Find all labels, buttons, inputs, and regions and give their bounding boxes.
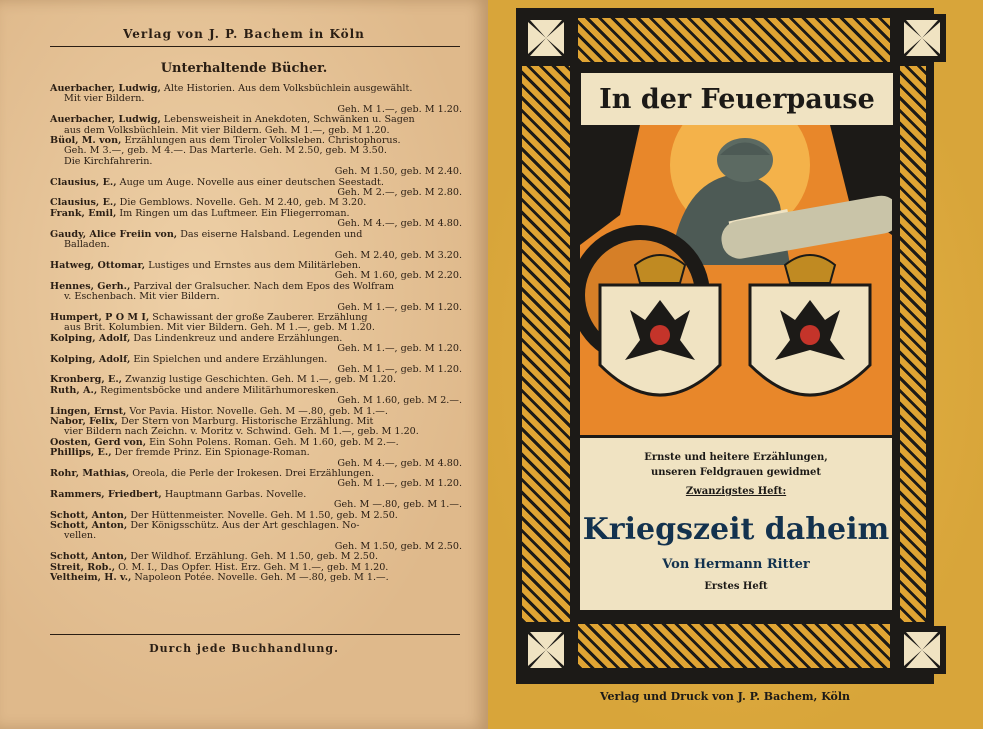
book-description: Ein Spielchen und andere Erzählungen.: [133, 353, 328, 365]
book-description: Hauptmann Garbas. Novelle.: [164, 488, 307, 500]
book-listing: [50, 84, 462, 584]
book-author-name: Humpert, P O M I,: [50, 311, 150, 323]
book-price: Geh. M 1.50, geb. M 2.40.: [334, 166, 462, 178]
book-description: aus dem Volksbüchlein. Mit vier Bildern. Geh. M 1.—, geb. M 1.20.: [64, 124, 390, 136]
book-description: Das Lindenkreuz und andere Erzählungen.: [133, 332, 343, 344]
book-entry: [50, 282, 462, 313]
subtitle-line-1: Ernste und heitere Erzählungen,: [644, 452, 828, 463]
book-description: Lebensweisheit in Anekdoten, Schwänken u. Sagen: [163, 114, 415, 126]
book-description: Parzival der Gralsucher. Nach dem Epos des Wolfram: [133, 280, 394, 292]
book-entry-line: [50, 573, 462, 583]
back-cover: [0, 0, 488, 729]
book-description: Ein Sohn Polens. Roman. Geh. M 1.60, geb. M 2.—.: [149, 436, 399, 448]
publisher-header: Verlag von J. P. Bachem in Köln: [123, 27, 365, 41]
book-author-name: Veltheim, H. v.,: [50, 572, 132, 584]
book-author-name: Lingen, Ernst,: [50, 405, 127, 417]
book-description: Das eiserne Halsband. Legenden und: [180, 228, 363, 240]
book-description: Regimentsböcke und andere Militärhumoresken.: [100, 384, 339, 396]
book-entry: [50, 209, 462, 230]
book-entry: [50, 178, 462, 199]
book-description: Erzählungen aus dem Tiroler Volksleben. Christophorus.: [124, 135, 401, 147]
book-entry: [50, 573, 462, 583]
book-entry: [50, 313, 462, 334]
volume-label: Erstes Heft: [704, 581, 768, 592]
book-description: vellen.: [64, 530, 97, 542]
book-author-name: Nabor, Felix,: [50, 416, 118, 427]
top-ornament-band: [578, 18, 890, 62]
section-title: Unterhaltende Bücher.: [160, 61, 328, 76]
book-entry: [50, 334, 462, 355]
footer-rule: [50, 634, 460, 635]
book-price: Geh. M 1.—, geb. M 1.20.: [337, 103, 462, 115]
book-entry: [50, 386, 462, 407]
book-entry: [50, 521, 462, 552]
header-rule: [50, 46, 460, 47]
book-price: Geh. M 1.—, geb. M 1.20.: [337, 478, 462, 490]
book-description: vier Bildern nach Zeichn. v. Moritz v. Schwind. Geh. M 1.—, geb. M 1.20.: [64, 426, 419, 438]
book-description: Der Königsschütz. Aus der Art geschlagen. No-: [130, 520, 360, 532]
book-price: Geh. M —.80, geb. M 1.—.: [333, 499, 462, 511]
book-price: Geh. M 1.—, geb. M 1.20.: [337, 363, 462, 375]
book-author-name: Clausius, E.,: [50, 176, 117, 188]
book-description: Alte Historien. Aus dem Volksbüchlein ausgewählt.: [163, 83, 413, 94]
book-description: Der Stern von Marburg. Historische Erzählung. Mit: [120, 416, 374, 427]
book-description: Die Gemblows. Novelle. Geh. M 2.40, geb. M 3.20.: [119, 197, 367, 209]
book-description: v. Eschenbach. Mit vier Bildern.: [64, 291, 220, 303]
book-author-name: Ruth, A.,: [50, 384, 98, 396]
book-description: Geh. M 3.—, geb. M 4.—. Das Marterle. Geh. M 2.50, geb. M 3.50.: [64, 145, 387, 157]
book-entry: [50, 136, 462, 178]
book-price: Geh. M 1.60, geb. M 2.—.: [337, 395, 462, 407]
book-entry: [50, 84, 462, 115]
book-description: Die Kirchfahrerin.: [64, 155, 153, 167]
book-price: Geh. M 2.—, geb. M 2.80.: [337, 187, 462, 199]
book-description: Auge um Auge. Novelle aus einer deutschen Seestadt.: [119, 176, 384, 188]
iron-cross-icon: [898, 14, 946, 62]
book-author-name: Kronberg, E.,: [50, 374, 123, 386]
book-author-name: Kolping, Adolf,: [50, 353, 131, 365]
book-description: Der fremde Prinz. Ein Spionage-Roman.: [114, 447, 310, 459]
book-price: Geh. M 1.60, geb. M 2.20.: [334, 270, 462, 282]
book-entry: [50, 469, 462, 490]
book-author-name: Rohr, Mathias,: [50, 468, 130, 480]
book-entry-line: [50, 292, 462, 302]
right-ornament-band: [900, 66, 926, 622]
book-description: Der Hüttenmeister. Novelle. Geh. M 1.50, geb. M 2.50.: [130, 509, 398, 521]
series-title: In der Feuerpause: [599, 83, 875, 115]
book-author-name: Streit, Rob.,: [50, 561, 116, 573]
book-price: Geh. M 2.40, geb. M 3.20.: [334, 249, 462, 261]
book-price: Geh. M 1.50, geb. M 2.50.: [334, 540, 462, 552]
left-ornament-band: [522, 66, 570, 622]
book-entry: [50, 261, 462, 282]
series-title-box: [578, 70, 896, 128]
soldier-cannon-illustration: [580, 125, 892, 435]
book-description: Mit vier Bildern.: [64, 93, 145, 105]
cover-illustration: [580, 125, 892, 435]
book-description: Der Wildhof. Erzählung. Geh. M 1.50, geb. M 2.50.: [130, 551, 379, 563]
book-title: Kriegszeit daheim: [582, 512, 890, 547]
book-author-name: Schott, Anton,: [50, 520, 128, 532]
book-author-name: Frank, Emil,: [50, 207, 117, 219]
subtitle-line-2: unseren Feldgrauen gewidmet: [650, 467, 822, 478]
book-entry: [50, 448, 462, 469]
book-price: Geh. M 4.—, geb. M 4.80.: [337, 457, 462, 469]
book-entry-line: [50, 240, 462, 250]
book-entry: [50, 115, 462, 136]
book-author: Von Hermann Ritter: [662, 557, 810, 572]
book-price: Geh. M 1.—, geb. M 1.20.: [337, 301, 462, 313]
bottom-ornament-band: [578, 624, 890, 668]
book-entry: [50, 230, 462, 261]
book-description: aus Brit. Kolumbien. Mit vier Bildern. Geh. M 1.—, geb. M 1.20.: [64, 322, 375, 334]
front-imprint: Verlag und Druck von J. P. Bachem, Köln: [599, 690, 851, 703]
book-price: Geh. M 1.—, geb. M 1.20.: [337, 343, 462, 355]
book-author-name: Schott, Anton,: [50, 509, 128, 521]
iron-cross-icon: [898, 626, 946, 674]
book-description: Zwanzig lustige Geschichten. Geh. M 1.—, geb. M 1.20.: [125, 374, 397, 386]
book-author-name: Kolping, Adolf,: [50, 332, 131, 344]
book-author-name: Auerbacher, Ludwig,: [50, 114, 161, 126]
book-author-name: Gaudy, Alice Freiin von,: [50, 228, 178, 240]
book-description: Schawissant der große Zauberer. Erzählung: [152, 311, 368, 323]
book-description: Oreola, die Perle der Irokesen. Drei Erzählungen.: [132, 468, 375, 480]
book-author-name: Phillips, E.,: [50, 447, 112, 459]
iron-cross-icon: [522, 626, 570, 674]
book-description: Balladen.: [64, 239, 110, 251]
book-description: Im Ringen um das Luftmeer. Ein Fliegerroman.: [119, 207, 350, 219]
book-description: Napoleon Potée. Novelle. Geh. M —.80, geb. M 1.—.: [134, 572, 389, 584]
issue-number: Zwanzigstes Heft:: [685, 486, 787, 497]
book-entry: [50, 355, 462, 376]
book-author-name: Büol, M. von,: [50, 135, 122, 147]
book-author-name: Clausius, E.,: [50, 197, 117, 209]
book-description: O. M. I., Das Opfer. Hist. Erz. Geh. M 1.—, geb. M 1.20.: [118, 561, 389, 573]
book-price: Geh. M 4.—, geb. M 4.80.: [337, 218, 462, 230]
book-author-name: Hennes, Gerh.,: [50, 280, 131, 292]
book-entry-line: [50, 230, 462, 240]
book-entry: [50, 417, 462, 438]
book-author-name: Rammers, Friedbert,: [50, 488, 162, 500]
back-footer: Durch jede Buchhandlung.: [149, 642, 339, 655]
book-author-name: Auerbacher, Ludwig,: [50, 83, 161, 94]
book-description: Lustiges und Ernstes aus dem Militärleben.: [148, 259, 361, 271]
iron-cross-icon: [522, 14, 570, 62]
book-description: Vor Pavia. Histor. Novelle. Geh. M —.80, geb. M 1.—.: [129, 405, 388, 417]
book-entry: [50, 490, 462, 511]
book-author-name: Hatweg, Ottomar,: [50, 259, 146, 271]
book-author-name: Schott, Anton,: [50, 551, 128, 563]
book-entry-line: [50, 521, 462, 531]
book-author-name: Oosten, Gerd von,: [50, 436, 147, 448]
